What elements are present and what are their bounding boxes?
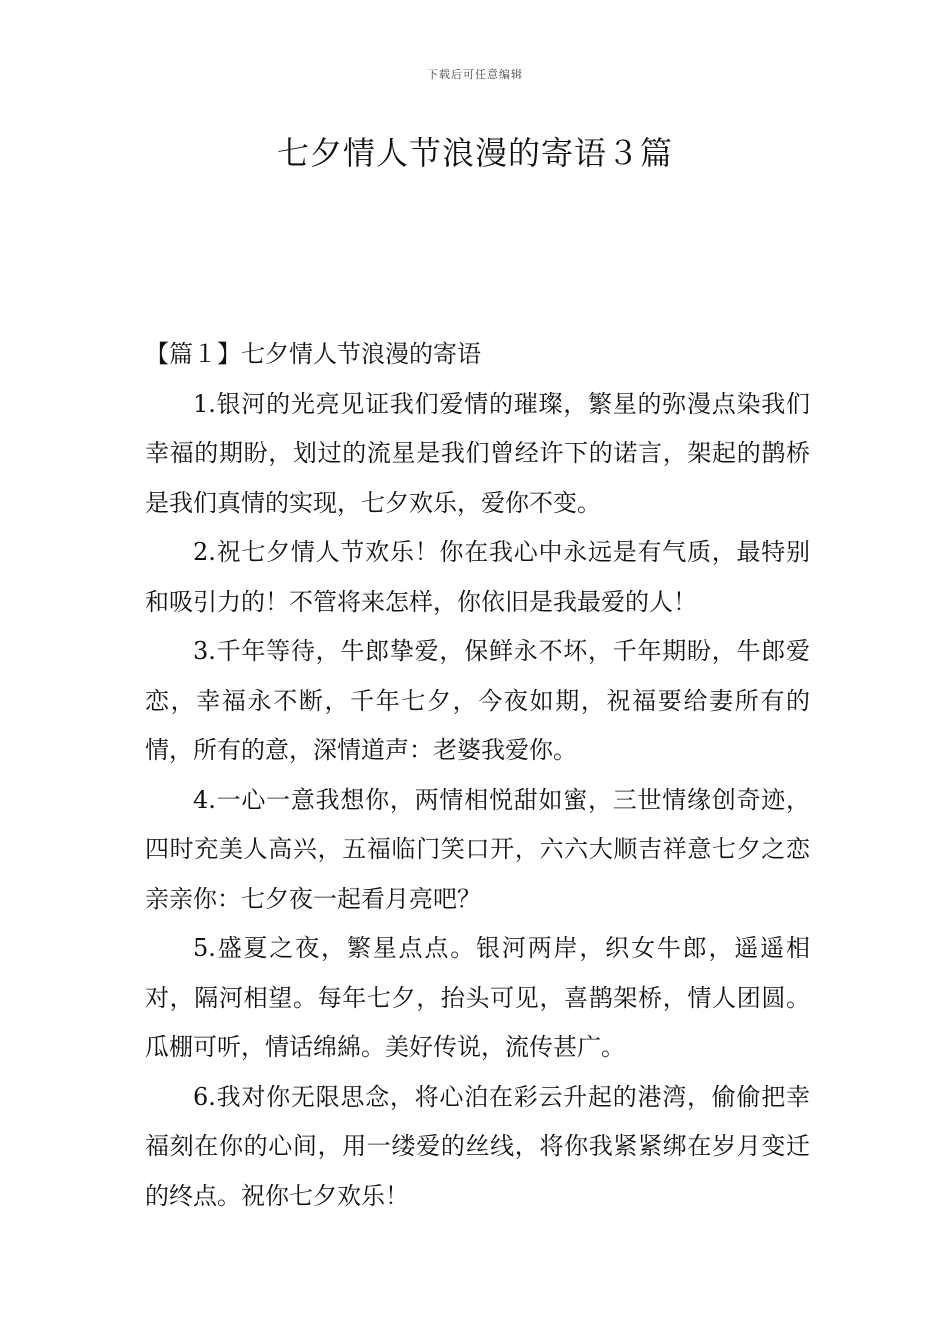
paragraph-4: 4.一心一意我想你，两情相悦甜如蜜，三世情缘创奇迹，四时充美人高兴，五福临门笑口开，六六大顺吉祥意七夕之恋亲亲你：七夕夜一起看月亮吧？ [145, 785, 810, 913]
paragraph-5: 5.盛夏之夜，繁星点点。银河两岸，织女牛郎，遥遥相对，隔河相望。每年七夕，抬头可见，喜鹊架桥，情人团圆。瓜棚可听，情话绵綿。美好传说，流传甚广。 [145, 934, 810, 1061]
document-title: 七夕情人节浪漫的寄语３篇 [276, 134, 673, 172]
paragraph-3: 3.千年等待，牛郎挚爱，保鲜永不坏，千年期盼，牛郎爱恋，幸福永不断，千年七夕，今夜如期，祝福要给妻所有的情，所有的意，深情道声：老婆我爱你。 [145, 637, 810, 764]
section-heading: 【篇１】七夕情人节浪漫的寄语 [145, 340, 481, 368]
paragraph-1: 1.银河的光亮见证我们爱情的璀璨，繁星的弥漫点染我们幸福的期盼，划过的流星是我们曾经许下的诺言，架起的鹊桥是我们真情的实现，七夕欢乐，爱你不变。 [145, 389, 810, 517]
paragraph-2: 2.祝七夕情人节欢乐！你在我心中永远是有气质，最特别和吸引力的！不管将来怎样，你依旧是我最爱的人！ [145, 538, 810, 616]
document-body [145, 330, 810, 1221]
paragraph-6: 6.我对你无限思念，将心泊在彩云升起的港湾，偷偷把幸福刻在你的心间，用一缕爱的丝线，将你我紧紧绑在岁月变迁的终点。祝你七夕欢乐！ [145, 1082, 810, 1210]
page-header-note: 下载后可任意编辑 [427, 68, 523, 81]
